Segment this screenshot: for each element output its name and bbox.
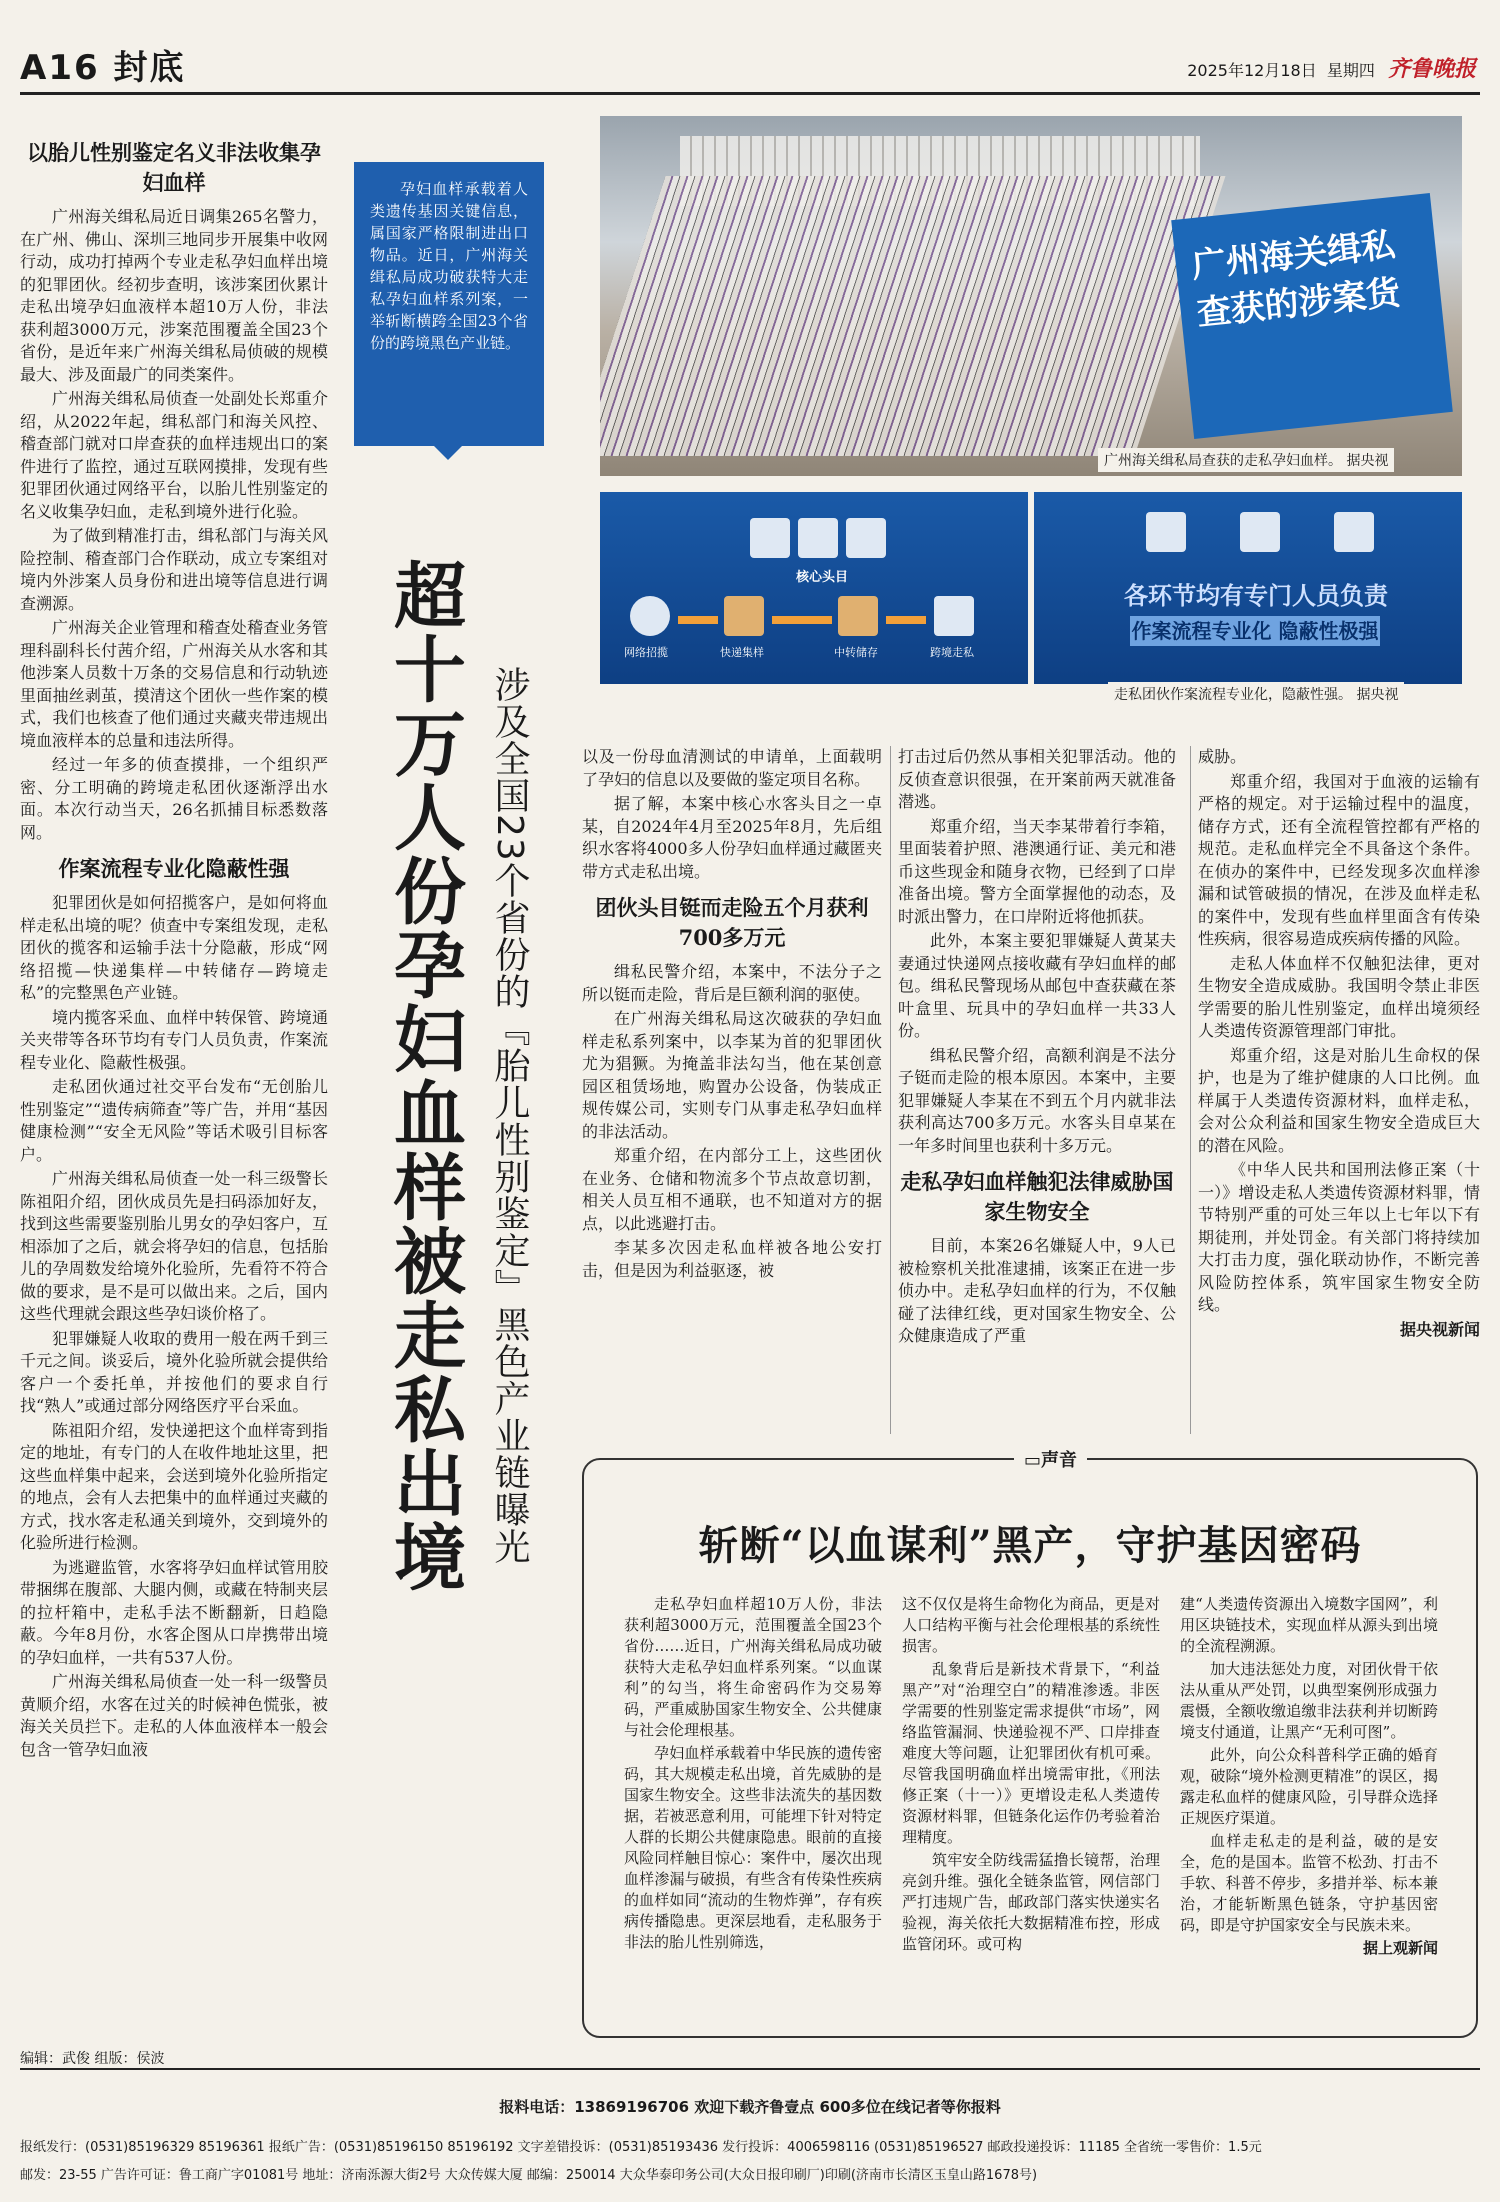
opinion-tag: ▭声音 bbox=[1014, 1446, 1087, 1472]
subhead-2: 作案流程专业化隐蔽性强 bbox=[58, 856, 290, 881]
paragraph: 犯罪嫌疑人收取的费用一般在两千到三千元之间。谈妥后，境外化验所就会提供给客户一个委托单，并按他们的要求自行找“熟人”或通过部分网络医疗平台采血。 bbox=[20, 1328, 328, 1415]
opinion-source: 据上观新闻 bbox=[1362, 1939, 1438, 1957]
paragraph: 这不仅仅是将生命物化为商品，更是对人口结构平衡与社会伦理根基的系统性损害。 bbox=[902, 1595, 1160, 1655]
column-5 bbox=[1198, 746, 1480, 1341]
paragraph: 此外，本案主要犯罪嫌疑人黄某夫妻通过快递网点接收藏有孕妇血样的邮包。缉私民警现场从邮包中查获藏在茶叶盒里、玩具中的孕妇血样一共33人份。 bbox=[898, 931, 1176, 1040]
paragraph: 走私孕妇血样超10万人份，非法获利超3000万元，范围覆盖全国23个省份……近日，广州海关缉私局成功破获特大走私孕妇血样系列案。“以血谋利”的勾当，将生命密码作为交易筹码，严重威胁国家生物安全、公共健康与社会伦理根基。 bbox=[624, 1595, 882, 1739]
paragraph: 威胁。 bbox=[1198, 747, 1247, 766]
person-icon bbox=[846, 518, 886, 558]
paragraph: 以及一份母血清测试的申请单，上面载明了孕妇的信息以及要做的鉴定项目名称。 bbox=[582, 747, 882, 789]
person-icon bbox=[1146, 512, 1186, 552]
lead-text: 孕妇血样承载着人类遗传基因关键信息，属国家严格限制进出口物品。近日，广州海关缉私局成功破获特大走私孕妇血样系列案，一举斩断横跨全国23个省份的跨境黑色产业链。 bbox=[370, 180, 528, 352]
paragraph: 广州海关缉私局侦查一处一科三级警长陈祖阳介绍，团伙成员先是扫码添加好友，找到这些需要鉴别胎儿男女的孕妇客户，互相添加了之后，就会将孕妇的信息，包括胎儿的孕周数发给境外化验所，先看符不符合做的要求，是不是可以做出来。之后，国内这些代理就会跟这些孕妇谈价格了。 bbox=[20, 1169, 328, 1323]
lead-box bbox=[354, 162, 544, 446]
hotline: 报料电话：13869196706 欢迎下载齐鲁壹点 600多位在线记者等你报料 bbox=[499, 2098, 1001, 2116]
top-rule bbox=[20, 92, 1480, 95]
step-label: 快递集样 bbox=[720, 646, 764, 659]
box-icon bbox=[724, 596, 764, 636]
arrow-icon bbox=[678, 616, 718, 624]
opinion-tag-label: 声音 bbox=[1041, 1450, 1078, 1471]
paragraph: 《中华人民共和国刑法修正案（十一）》增设走私人类遗传资源材料罪，情节特别严重的可处三年以上七年以下有期徒刑，并处罚金。有关部门将持续加大打击力度，强化联动协作，不断完善风险防控体系，筑牢国家生物安全防线。 bbox=[1198, 1160, 1480, 1314]
column-divider bbox=[1190, 746, 1191, 1434]
paragraph: 血样走私走的是利益，破的是安全，危的是国本。监管不松劲、打击不手软、科普不停步，多措并举、标本兼治，才能斩断黑色链条，守护基因密码，即是守护国家安全与民族未来。 bbox=[1180, 1832, 1438, 1934]
photo-sign: 广州海关缉私查获的涉案货 bbox=[1171, 193, 1453, 439]
flow-diagram-right bbox=[1034, 492, 1462, 684]
paragraph: 为逃避监管，水客将孕妇血样试管用胶带捆绑在腹部、大腿内侧，或藏在特制夹层的拉杆箱中，走私手法不断翻新，日趋隐蔽。今年8月份，水客企图从口岸携带出境的孕妇血样，一共有537人份。 bbox=[20, 1557, 328, 1667]
subhead-4: 走私孕妇血样触犯法律威胁国家生物安全 bbox=[900, 1169, 1174, 1224]
paragraph: 加大违法惩处力度，对团伙骨干依法从重从严处罚，以典型案例形成强力震慑，全额收缴追缴非法获利并切断跨境支付通道，让黑产“无利可图”。 bbox=[1180, 1660, 1438, 1741]
column-4 bbox=[898, 746, 1176, 1350]
paragraph: 李某多次因走私血样被各地公安打击，但是因为利益驱逐，被 bbox=[582, 1238, 882, 1280]
paragraph: 广州海关企业管理和稽查处稽查业务管理科副科长付茜介绍，广州海关从水客和其他涉案人员数十万条的交易信息和行动轨迹里面抽丝剥茧，摸清这个团伙一些作案的模式，我们也核查了他们通过夹藏夹带违规出境血液样本的总量和违法所得。 bbox=[20, 618, 328, 750]
photo-caption: 广州海关缉私局查获的走私孕妇血样。 据央视 bbox=[1098, 448, 1394, 472]
sub-headline: 涉及全国23个省份的『胎儿性别鉴定』黑色产业链曝光 bbox=[489, 666, 530, 1565]
subhead-3: 团伙头目铤而走险五个月获利700多万元 bbox=[595, 895, 869, 950]
paragraph: 乱象背后是新技术背景下，“利益黑产”对“治理空白”的精准渗透。非医学需要的性别鉴定需求提供“市场”，网络监管漏洞、快递验视不严、口岸排查难度大等问题，让犯罪团伙有机可乘。尽管我国明确血样出境需审批，《刑法修正案（十一）》更增设走私人类遗传资源材料罪，但链条化运作仍考验着治理精度。 bbox=[902, 1660, 1160, 1846]
bottom-rule bbox=[20, 2068, 1480, 2070]
core-label: 核心头目 bbox=[796, 570, 849, 585]
opinion-col-3 bbox=[1180, 1594, 1438, 1959]
boxes-icon bbox=[838, 596, 878, 636]
paragraph: 郑重介绍，在内部分工上，这些团伙在业务、仓储和物流多个节点故意切割，相关人员互相不通联，也不知道对方的据点，以此逃避打击。 bbox=[582, 1146, 882, 1233]
paragraph: 孕妇血样承载着中华民族的遗传密码，其大规模走私出境，首先威胁的是国家生物安全。这些非法流失的基因数据，若被恶意利用，可能埋下针对特定人群的长期公共健康隐患。眼前的直接风险同样触目惊心：案件中，屡次出现血样渗漏与破损，有些含有传染性疾病的血样如同“流动的生物炸弹”，存有疾病传播隐患。更深层地看，走私服务于非法的胎儿性别筛选， bbox=[624, 1744, 882, 1951]
paragraph: 陈祖阳介绍，发快递把这个血样寄到指定的地址，有专门的人在收件地址这里，把这些血样集中起来，会送到境外化验所指定的地点，会有人去把集中的血样通过夹藏的方式，找水客走私通关到境外，交到境外的化验所进行检测。 bbox=[20, 1420, 328, 1552]
paragraph: 广州海关缉私局侦查一处副处长郑重介绍，从2022年起，缉私部门和海关风控、稽查部门就对口岸查获的血样违规出口的案件进行了监控，通过互联网摸排，发现有些犯罪团伙通过网络平台，以胎儿性别鉴定的名义收集孕妇血，走私到境外进行化验。 bbox=[20, 389, 328, 521]
opinion-col-2 bbox=[902, 1594, 1160, 1957]
paragraph: 广州海关缉私局近日调集265名警力，在广州、佛山、深圳三地同步开展集中收网行动，成功打掉两个专业走私孕妇血样出境的犯罪团伙。经初步查明，该涉案团伙累计走私出境孕妇血液样本超10万人份，非法获利超3000万元，涉案范围覆盖全国23个省份，是近年来广州海关缉私局侦破的规模最大、涉及面最广的同类案件。 bbox=[20, 207, 328, 384]
newspaper-logo: 齐鲁晚报 bbox=[1387, 57, 1476, 82]
globe-icon bbox=[630, 596, 670, 636]
paragraph: 为了做到精准打击，缉私部门与海关风险控制、稽查部门合作联动，成立专案组对境内外涉案人员身份和进出境等信息进行调查溯源。 bbox=[20, 526, 328, 613]
step-label: 跨境走私 bbox=[930, 646, 974, 659]
person-icon bbox=[750, 518, 790, 558]
paragraph: 境内揽客采血、血样中转保管、跨境通关夹带等各环节均有专门人员负责，作案流程专业化、隐蔽性极强。 bbox=[20, 1007, 328, 1072]
arrow-icon bbox=[886, 616, 926, 624]
flow-diagram-left bbox=[600, 492, 1028, 684]
paragraph: 广州海关缉私局侦查一处一科一级警员黄顺介绍，水客在过关的时候神色慌张，被海关关员拦下。走私的人体血液样本一般会包含一管孕妇血液 bbox=[20, 1672, 328, 1759]
paragraph: 走私团伙通过社交平台发布“无创胎儿性别鉴定”“遗传病筛查”等广告，并用“基因健康检测”“安全无风险”等话术吸引目标客户。 bbox=[20, 1077, 328, 1164]
step-label: 网络招揽 bbox=[624, 646, 668, 659]
page-label: A16 封底 bbox=[20, 48, 186, 88]
truck-icon bbox=[934, 596, 974, 636]
weekday: 星期四 bbox=[1326, 61, 1375, 80]
paragraph: 目前，本案26名嫌疑人中，9人已被检察机关批准逮捕，该案正在进一步侦办中。走私孕妇血样的行为，不仅触碰了法律红线，更对国家生物安全、公众健康造成了严重 bbox=[898, 1236, 1176, 1345]
masthead-info bbox=[1187, 52, 1476, 83]
paragraph: 犯罪团伙是如何招揽客户，是如何将血样走私出境的呢？侦查中专案组发现，走私团伙的揽客和运输手法十分隐蔽，形成“网络招揽—快递集样—中转储存—跨境走私”的完整黑色产业链。 bbox=[20, 893, 328, 1002]
paragraph: 郑重介绍，我国对于血液的运输有严格的规定。对于运输过程中的温度，储存方式，还有全流程管控都有严格的规范。走私血样完全不具备这个条件。在侦办的案件中，已经发现多次血样渗漏和试管破损的情况，在涉及血样走私的案件中，发现有些血样里面含有传染性疾病，很容易造成疾病传播的风险。 bbox=[1198, 771, 1480, 948]
paragraph: 缉私民警介绍，本案中，不法分子之所以铤而走险，背后是巨额利润的驱使。 bbox=[582, 962, 882, 1004]
paragraph: 缉私民警介绍，高额利润是不法分子铤而走险的根本原因。本案中，主要犯罪嫌疑人李某在不到五个月内就非法获利高达700多万元。水客头目卓某在一年多时间里也获利十多万元。 bbox=[898, 1045, 1176, 1155]
paragraph: 在广州海关缉私局这次破获的孕妇血样走私系列案中，以李某为首的犯罪团伙尤为猖獗。为掩盖非法勾当，他在某创意园区租赁场地，购置办公设备，伪装成正规传媒公司，实则专门从事走私孕妇血样的非法活动。 bbox=[582, 1009, 882, 1141]
person-icon bbox=[798, 518, 838, 558]
diagram-caption: 走私团伙作案流程专业化，隐蔽性强。 据央视 bbox=[1108, 682, 1404, 706]
column-divider bbox=[890, 746, 891, 1434]
paragraph: 打击过后仍然从事相关犯罪活动。他的反侦查意识很强，在开案前两天就准备潜逃。 bbox=[898, 747, 1176, 811]
step-label: 中转储存 bbox=[834, 646, 878, 659]
column-3 bbox=[582, 746, 882, 1284]
paragraph: 郑重介绍，这是对胎儿生命权的保护，也是为了维护健康的人口比例。血样属于人类遗传资源材料，血样走私，会对公众利益和国家生物安全造成巨大的潜在风险。 bbox=[1198, 1045, 1480, 1155]
arrow-icon bbox=[772, 616, 832, 624]
opinion-title: 斩断“以血谋利”黑产，守护基因密码 bbox=[698, 1522, 1362, 1569]
paragraph: 此外，向公众科普科学正确的婚育观，破除“境外检测更精准”的误区，揭露走私血样的健康风险，引导群众选择正规医疗渠道。 bbox=[1180, 1746, 1438, 1827]
photo-tubes bbox=[600, 176, 1225, 456]
paragraph: 建“人类遗传资源出入境数字国网”，利用区块链技术，实现血样从源头到出境的全流程溯源。 bbox=[1180, 1595, 1438, 1655]
paragraph: 经过一年多的侦查摸排，一个组织严密、分工明确的跨境走私团伙逐渐浮出水面。本次行动当天，26名抓捕目标悉数落网。 bbox=[20, 755, 328, 842]
issue-date: 2025年12月18日 bbox=[1187, 61, 1317, 80]
paragraph: 郑重介绍，当天李某带着行李箱，里面装着护照、港澳通行证、美元和港币这些现金和随身衣物，已经到了口岸准备出境。警方全面掌握他的动态，及时派出警力，在口岸附近将他抓获。 bbox=[898, 816, 1176, 926]
paragraph: 筑牢安全防线需猛撸长镜帮，治理亮剑升维。强化全链条监管，网信部门严打违规广告，邮政部门落实快递实名验视，海关依托大数据精准布控，形成监管闭环。或可构 bbox=[902, 1851, 1160, 1953]
subhead-1: 以胎儿性别鉴定名义非法收集孕妇血样 bbox=[27, 140, 321, 195]
paragraph: 走私人体血样不仅触犯法律，更对生物安全造成威胁。我国明令禁止非医学需要的胎儿性别鉴定，血样出境须经人类遗传资源管理部门审批。 bbox=[1198, 953, 1480, 1040]
opinion-box bbox=[582, 1450, 1478, 2038]
footer-line-1: 报纸发行：(0531)85196329 85196361 报纸广告：(0531)85196150 85196192 文字差错投诉：(0531)85193436 发行投诉：4006598116 (0531)85196527 邮政投递投诉：11185 全省统一零售价：1.5元 bbox=[20, 2140, 1262, 2155]
opinion-col-1 bbox=[624, 1594, 882, 1955]
main-headline: 超十万人份孕妇血样被走私出境 bbox=[382, 558, 466, 1594]
column-1 bbox=[20, 128, 328, 1763]
person-icon bbox=[1240, 512, 1280, 552]
diagram-band: 作案流程专业化 隐蔽性极强 bbox=[1130, 616, 1380, 646]
article-source: 据央视新闻 bbox=[1399, 1319, 1480, 1339]
diagram-slogan: 各环节均有专门人员负责 bbox=[1124, 582, 1388, 610]
footer-line-2: 邮发：23-55 广告许可证：鲁工商广字01081号 地址：济南泺源大街2号 大众传媒大厦 邮编：250014 大众华泰印务公司(大众日报印刷厂)印刷(济南市长清区玉皇山路1678号) bbox=[20, 2168, 1038, 2183]
person-icon bbox=[1334, 512, 1374, 552]
evidence-photo bbox=[600, 116, 1462, 476]
editor-credit: 编辑：武俊 组版：侯波 bbox=[20, 2051, 165, 2067]
paragraph: 据了解，本案中核心水客头目之一卓某，自2024年4月至2025年8月，先后组织水客将4000多人份孕妇血样通过藏匿夹带方式走私出境。 bbox=[582, 794, 882, 881]
